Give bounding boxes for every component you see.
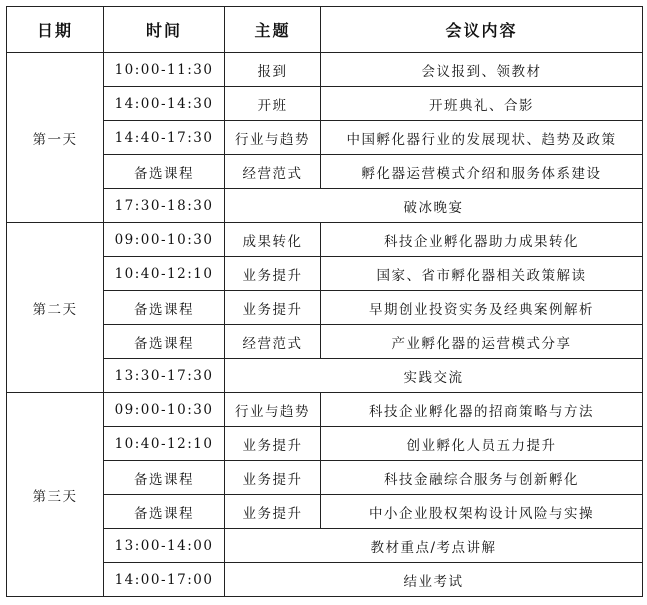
content-cell-merged: 实践交流 bbox=[225, 359, 643, 393]
time-cell: 09:00-10:30 bbox=[104, 393, 225, 427]
content-cell: 国家、省市孵化器相关政策解读 bbox=[321, 257, 643, 291]
schedule-table bbox=[6, 6, 643, 597]
content-cell-merged: 破冰晚宴 bbox=[225, 189, 643, 223]
topic-cell: 业务提升 bbox=[225, 427, 321, 461]
day-label: 第二天 bbox=[7, 223, 104, 393]
topic-cell: 经营范式 bbox=[225, 155, 321, 189]
topic-cell: 报到 bbox=[225, 53, 321, 87]
content-cell: 开班典礼、合影 bbox=[321, 87, 643, 121]
time-cell: 17:30-18:30 bbox=[104, 189, 225, 223]
content-cell: 科技企业孵化器的招商策略与方法 bbox=[321, 393, 643, 427]
content-cell: 科技企业孵化器助力成果转化 bbox=[321, 223, 643, 257]
time-cell: 备选课程 bbox=[104, 495, 225, 529]
header-content: 会议内容 bbox=[321, 7, 643, 53]
content-cell: 创业孵化人员五力提升 bbox=[321, 427, 643, 461]
header-time: 时间 bbox=[104, 7, 225, 53]
time-cell: 10:40-12:10 bbox=[104, 427, 225, 461]
content-cell: 中国孵化器行业的发展现状、趋势及政策 bbox=[321, 121, 643, 155]
time-cell: 备选课程 bbox=[104, 155, 225, 189]
content-cell: 中小企业股权架构设计风险与实操 bbox=[321, 495, 643, 529]
topic-cell: 开班 bbox=[225, 87, 321, 121]
content-cell: 会议报到、领教材 bbox=[321, 53, 643, 87]
time-cell: 备选课程 bbox=[104, 291, 225, 325]
time-cell: 10:00-11:30 bbox=[104, 53, 225, 87]
content-cell: 产业孵化器的运营模式分享 bbox=[321, 325, 643, 359]
schedule-body bbox=[7, 53, 643, 597]
topic-cell: 业务提升 bbox=[225, 257, 321, 291]
topic-cell: 业务提升 bbox=[225, 291, 321, 325]
time-cell: 14:00-17:00 bbox=[104, 563, 225, 597]
table-row bbox=[7, 393, 643, 427]
day-label: 第一天 bbox=[7, 53, 104, 223]
topic-cell: 成果转化 bbox=[225, 223, 321, 257]
time-cell: 09:00-10:30 bbox=[104, 223, 225, 257]
header-row bbox=[7, 7, 643, 53]
table-row bbox=[7, 223, 643, 257]
content-cell: 孵化器运营模式介绍和服务体系建设 bbox=[321, 155, 643, 189]
time-cell: 备选课程 bbox=[104, 325, 225, 359]
time-cell: 14:40-17:30 bbox=[104, 121, 225, 155]
content-cell-merged: 结业考试 bbox=[225, 563, 643, 597]
topic-cell: 行业与趋势 bbox=[225, 121, 321, 155]
topic-cell: 业务提升 bbox=[225, 461, 321, 495]
header-topic: 主题 bbox=[225, 7, 321, 53]
schedule-container bbox=[6, 6, 643, 597]
time-cell: 14:00-14:30 bbox=[104, 87, 225, 121]
day-label: 第三天 bbox=[7, 393, 104, 597]
time-cell: 13:00-14:00 bbox=[104, 529, 225, 563]
table-row bbox=[7, 53, 643, 87]
time-cell: 13:30-17:30 bbox=[104, 359, 225, 393]
time-cell: 备选课程 bbox=[104, 461, 225, 495]
header-date: 日期 bbox=[7, 7, 104, 53]
content-cell: 科技金融综合服务与创新孵化 bbox=[321, 461, 643, 495]
topic-cell: 行业与趋势 bbox=[225, 393, 321, 427]
topic-cell: 经营范式 bbox=[225, 325, 321, 359]
time-cell: 10:40-12:10 bbox=[104, 257, 225, 291]
content-cell-merged: 教材重点/考点讲解 bbox=[225, 529, 643, 563]
topic-cell: 业务提升 bbox=[225, 495, 321, 529]
content-cell: 早期创业投资实务及经典案例解析 bbox=[321, 291, 643, 325]
